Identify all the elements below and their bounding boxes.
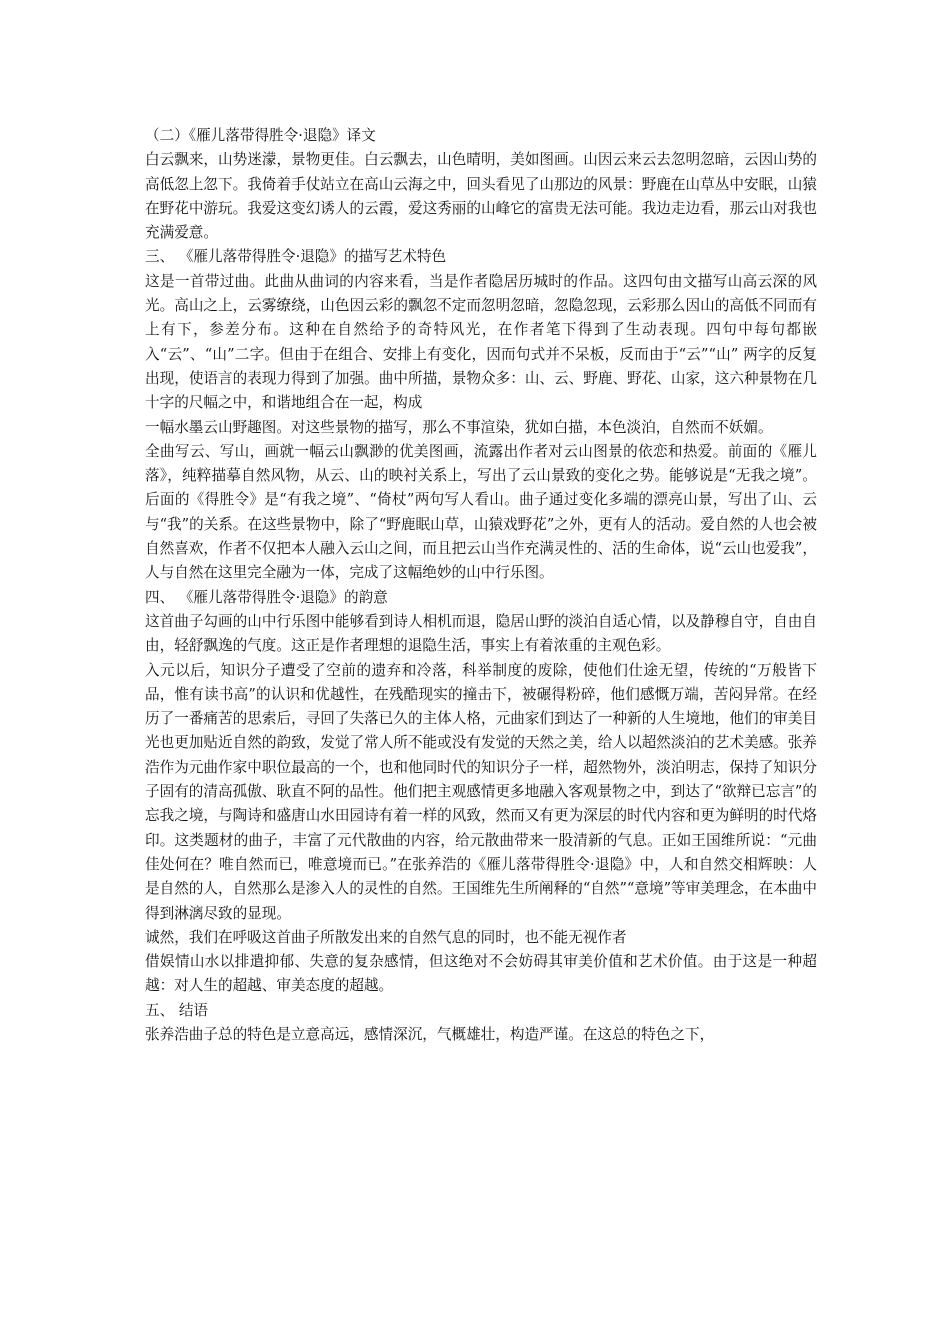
section-heading-art-features: 三、 《雁儿落带得胜令·退隐》的描写艺术特色 (145, 248, 447, 266)
section-heading-conclusion: 五、 结语 (145, 1001, 209, 1019)
paragraph-art-features-1: 这是一首带过曲。此曲从曲词的内容来看，当是作者隐居历城时的作品。这四句由文描写山高云深的风光。高山之上，云雾缭绕，山色因云彩的飘忽不定而忽明忽暗，忽隐忽现，云彩那么因山的高低不同而有上有下，参差分布。这种在自然给予的奇特风光，在作者笔下得到了生动表现。四句中每句都嵌入“云”、“山”二字。但由于在组合、安排上有变化，因而句式并不呆板，反而由于“云”“山” 两字的反复出现，使语言的表现力得到了加强。曲中所描，景物众多：山、云、野鹿、野花、山家，这六种景物在几十字的尺幅之中，和谐地组合在一起，构成 (145, 272, 817, 412)
paragraph-meaning-2: 入元以后，知识分子遭受了空前的遗弃和冷落，科举制度的废除，使他们仕途无望，传统的“万般皆下品，惟有读书高”的认识和优越性，在残酷现实的撞击下，被碾得粉碎，他们感慨万端，苦闷异常。在经历了一番痛苦的思索后，寻回了失落已久的主体人格，元曲家们到达了一种新的人生境地，他们的审美目光也更加贴近自然的韵致，发觉了常人所不能或没有发觉的天然之美，给人以超然淡泊的艺术美感。张养浩作为元曲作家中职位最高的一个，也和他同时代的知识分子一样，超然物外，淡泊明志，保持了知识分子固有的清高孤傲、耿直不阿的品性。他们把主观感情更多地融入客观景物之中，到达了“欲辩已忘言”的忘我之境，与陶诗和盛唐山水田园诗有着一样的风致，然而又有更为深层的时代内容和更为鲜明的时代烙印。这类题材的曲子，丰富了元代散曲的内容，给元散曲带来一股清新的气息。正如王国维所说：“元曲佳处何在？唯自然而已，唯意境而已。”在张养浩的《雁儿落带得胜令·退隐》中，人和自然交相辉映：人是自然的人，自然那么是渗入人的灵性的自然。王国维先生所阐释的“自然”“意境”等审美理念，在本曲中得到淋漓尽致的显现。 (145, 661, 817, 922)
paragraph-meaning-4: 借娱情山水以排遣抑郁、失意的复杂感情，但这绝对不会妨碍其审美价值和艺术价值。由于这是一种超越：对人生的超越、审美态度的超越。 (145, 953, 817, 995)
section-heading-meaning: 四、 《雁儿落带得胜令·退隐》的韵意 (145, 588, 388, 606)
paragraph-meaning-3: 诚然，我们在呼吸这首曲子所散发出来的自然气息的同时，也不能无视作者 (145, 928, 627, 946)
paragraph-meaning-1: 这首曲子勾画的山中行乐图中能够看到诗人相机而退，隐居山野的淡泊自适心情，以及静穆自守，自由自由，轻舒飘逸的气度。这正是作者理想的退隐生活，事实上有着浓重的主观色彩。 (145, 612, 817, 655)
paragraph-conclusion: 张养浩曲子总的特色是立意高远，感情深沉，气概雄壮，构造严谨。在这总的特色之下， (145, 1025, 715, 1043)
paragraph-art-features-3: 全曲写云、写山，画就一幅云山飘渺的优美图画，流露出作者对云山图景的依恋和热爱。前面的《雁儿落》，纯粹描摹自然风物，从云、山的映衬关系上，写出了云山景致的变化之势。能够说是“无我之境”。后面的《得胜令》是“有我之境”、“倚杖”两句写人看山。曲子通过变化多端的漂亮山景，写出了山、云与“我”的关系。在这些景物中，除了“野鹿眠山草，山猿戏野花”之外，更有人的活动。爱自然的人也会被自然喜欢，作者不仅把本人融入云山之间，而且把云山当作充满灵性的、活的生命体，说“云山也爱我”，人与自然在这里完全融为一体，完成了这幅绝妙的山中行乐图。 (145, 442, 817, 582)
document-page (145, 124, 817, 1047)
paragraph-translation: 白云飘来，山势迷濛，景物更佳。白云飘去，山色晴明，美如图画。山因云来云去忽明忽暗，云因山势的高低忽上忽下。我倚着手仗站立在高山云海之中，回头看见了山那边的风景：野鹿在山草丛中安眠，山猿在野花中游玩。我爱这变幻诱人的云霞，爱这秀丽的山峰它的富贵无法可能。我边走边看，那云山对我也充满爱意。 (145, 151, 817, 242)
paragraph-art-features-2: 一幅水墨云山野趣图。对这些景物的描写，那么不事渲染，犹如白描，本色淡泊，自然而不妖媚。 (145, 418, 773, 436)
section-heading-translation: （二）《雁儿落带得胜令·退隐》译文 (145, 127, 376, 144)
